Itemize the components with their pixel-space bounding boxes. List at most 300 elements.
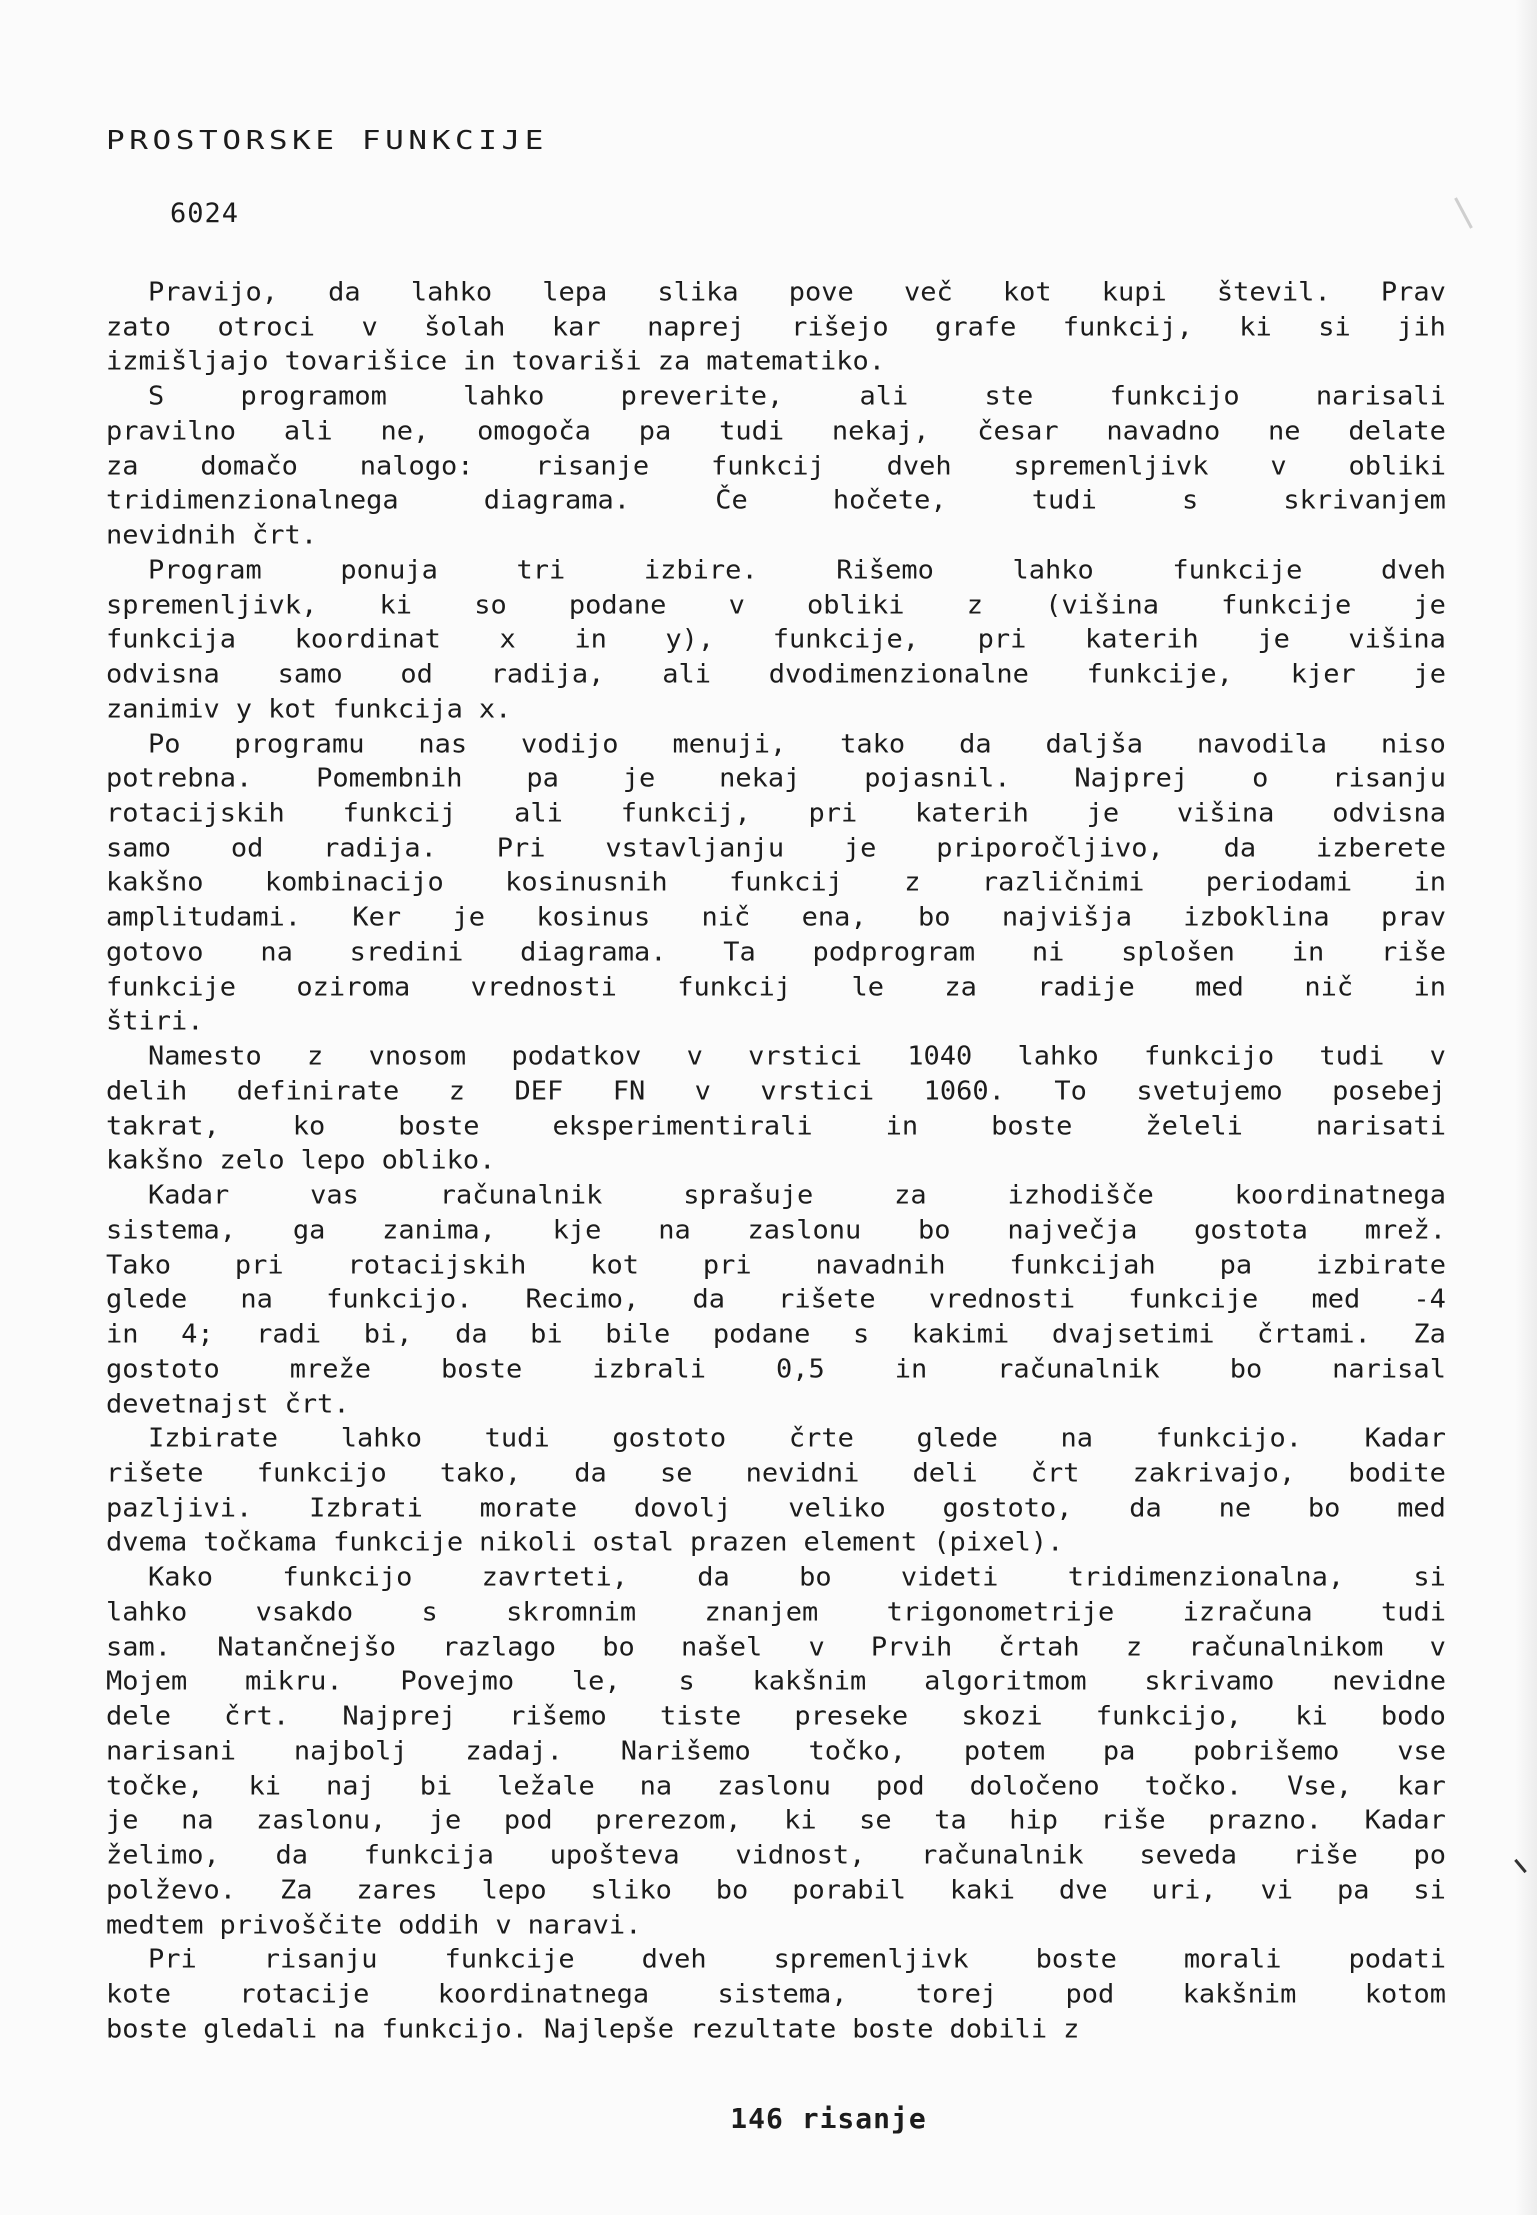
word: eksperimentirali xyxy=(552,1111,813,1141)
word: navadnih xyxy=(815,1250,946,1280)
word: boste xyxy=(398,1111,480,1141)
word: črt. xyxy=(284,1389,350,1419)
word: bo xyxy=(1229,1354,1263,1385)
word: funkcija xyxy=(363,1840,494,1871)
paragraph xyxy=(106,554,1446,728)
word: odvisna xyxy=(1332,798,1446,829)
word: x. xyxy=(478,694,512,725)
word: da xyxy=(1223,833,1257,864)
word: se xyxy=(659,1458,693,1489)
word: na xyxy=(658,1215,691,1246)
word: zares xyxy=(356,1875,438,1906)
word: zanimiv xyxy=(106,694,220,725)
word: funkcije, xyxy=(1086,659,1233,690)
word: oddih xyxy=(398,1910,480,1940)
word: pa xyxy=(1336,1875,1370,1906)
word: podprogram xyxy=(812,937,976,968)
word: da xyxy=(328,277,361,308)
word: prazno. xyxy=(1208,1806,1323,1836)
word: črtami. xyxy=(1257,1319,1371,1350)
word: pod xyxy=(503,1806,553,1836)
word: boste xyxy=(440,1354,523,1385)
word: je xyxy=(1086,798,1120,829)
word: ali xyxy=(514,798,563,829)
word: sredini xyxy=(349,937,464,968)
word: sprašuje xyxy=(683,1180,814,1211)
word: se xyxy=(859,1806,892,1836)
word: med xyxy=(1397,1493,1446,1523)
text-line xyxy=(106,1632,1446,1665)
word: na xyxy=(1060,1424,1094,1454)
text-line xyxy=(106,1006,1446,1039)
word: v xyxy=(808,1632,825,1662)
word: vrstici xyxy=(760,1076,875,1107)
word: funkcij xyxy=(710,451,825,481)
word: lahko xyxy=(1017,1041,1099,1072)
word: funkcij xyxy=(729,868,843,898)
word: in xyxy=(1291,937,1325,968)
word: riše xyxy=(1100,1806,1166,1836)
word: tudi xyxy=(1380,1597,1446,1628)
word: rišete xyxy=(106,1458,204,1489)
text-line xyxy=(106,451,1446,484)
word: samo xyxy=(277,659,343,690)
word: x xyxy=(499,625,516,655)
word: dvema xyxy=(106,1528,188,1558)
word: Izbrati xyxy=(309,1493,423,1523)
word: funkcijo xyxy=(1109,382,1240,412)
word: je xyxy=(452,903,486,933)
word: funkcij xyxy=(677,972,792,1002)
word: niso xyxy=(1380,729,1446,759)
word: zavrteti, xyxy=(481,1562,628,1593)
text-line xyxy=(106,1770,1446,1803)
word: 1060. xyxy=(923,1076,1005,1107)
text-line xyxy=(106,1736,1446,1769)
word: mikru. xyxy=(245,1667,343,1697)
word: funkcije xyxy=(444,1945,575,1975)
word: ne xyxy=(1218,1493,1252,1523)
word: bo xyxy=(602,1632,635,1662)
text-line xyxy=(106,1944,1446,1977)
word: porabil xyxy=(792,1875,906,1906)
word: mrež. xyxy=(1364,1215,1446,1246)
word: in xyxy=(894,1354,928,1385)
word: skromnim xyxy=(506,1597,637,1628)
word: v xyxy=(495,1910,512,1940)
word: vnosom xyxy=(368,1041,467,1072)
word: za xyxy=(944,972,977,1002)
word: boste xyxy=(1035,1945,1117,1975)
word: zelo xyxy=(219,1146,285,1176)
word: ki xyxy=(379,590,413,620)
text-line xyxy=(106,1354,1446,1387)
word: preseke xyxy=(794,1701,909,1732)
word: v xyxy=(1270,451,1287,481)
word: tudi xyxy=(719,416,785,447)
text-line xyxy=(106,728,1446,761)
text-line xyxy=(106,1215,1446,1248)
word: zaslonu, xyxy=(256,1806,387,1836)
word: rotacijskih xyxy=(347,1250,527,1280)
text-line xyxy=(106,346,1446,379)
word: posebej xyxy=(1332,1076,1446,1107)
word: za xyxy=(106,451,139,481)
word: je xyxy=(1257,625,1290,655)
word: z xyxy=(448,1076,466,1107)
word: riše xyxy=(1292,1840,1358,1871)
word: kar xyxy=(551,312,601,343)
word: (višina xyxy=(1045,590,1159,620)
word: deli xyxy=(912,1458,978,1489)
word: rišejo xyxy=(791,312,889,343)
word: priporočljivo, xyxy=(936,833,1164,864)
word: česar xyxy=(977,416,1059,447)
word: risanju xyxy=(263,1945,378,1975)
word: skozi xyxy=(961,1701,1043,1732)
text-line xyxy=(106,1875,1446,1908)
word: podane xyxy=(568,590,667,620)
word: hip xyxy=(1009,1806,1059,1836)
word: za xyxy=(657,347,691,377)
word: Prav xyxy=(1380,277,1446,308)
word: funkcij, xyxy=(1062,312,1193,343)
word: y), xyxy=(665,625,715,655)
word: gostoto, xyxy=(942,1493,1073,1523)
word: ta xyxy=(934,1806,967,1836)
word: izračuna xyxy=(1182,1597,1313,1628)
word: dovolj xyxy=(633,1493,732,1523)
word: si xyxy=(1413,1875,1446,1906)
word: Najlepše xyxy=(543,2014,674,2044)
text-line xyxy=(106,381,1446,414)
word: na xyxy=(639,1771,673,1801)
word: pove xyxy=(788,277,854,308)
word: riše xyxy=(1380,937,1446,968)
text-line xyxy=(106,1249,1446,1282)
word: obliki xyxy=(807,590,905,620)
word: z xyxy=(904,868,921,898)
word: radije xyxy=(1037,972,1135,1002)
word: z xyxy=(966,590,984,620)
word: je xyxy=(843,833,877,864)
word: nas xyxy=(418,729,468,759)
text-line xyxy=(106,937,1446,970)
word: funkcijo. xyxy=(1155,1424,1302,1454)
word: bile xyxy=(605,1319,671,1350)
word: lepo xyxy=(481,1875,547,1906)
paragraph xyxy=(106,1179,1446,1422)
word: dobili xyxy=(949,2014,1048,2044)
text-line xyxy=(106,312,1446,345)
word: uri, xyxy=(1151,1875,1217,1906)
word: zadaj. xyxy=(465,1736,563,1767)
word: izberete xyxy=(1315,833,1446,864)
word: kosinusnih xyxy=(505,868,668,898)
text-line xyxy=(106,1423,1446,1456)
word: dveh xyxy=(1380,555,1446,586)
text-line xyxy=(106,1145,1446,1178)
word: višina xyxy=(1348,625,1446,655)
paragraph xyxy=(106,1422,1446,1561)
word: kot xyxy=(1002,277,1052,308)
word: v xyxy=(1429,1041,1446,1072)
word: delih xyxy=(106,1076,188,1107)
word: domačo xyxy=(200,451,298,481)
text-line xyxy=(106,416,1446,449)
word: lahko xyxy=(106,1597,188,1628)
word: pazljivi. xyxy=(106,1493,253,1523)
word: pojasnil. xyxy=(864,764,1011,794)
page-title: PROSTORSKE FUNKCIJE xyxy=(106,126,549,156)
word: štiri. xyxy=(106,1007,204,1037)
word: algoritmom xyxy=(924,1667,1087,1697)
word: splošen xyxy=(1121,937,1235,968)
text-line xyxy=(106,972,1446,1005)
word: lahko xyxy=(340,1424,422,1454)
text-line xyxy=(106,1110,1446,1143)
word: bo xyxy=(1307,1493,1341,1523)
word: želeli xyxy=(1145,1111,1243,1141)
word: pravilno xyxy=(106,416,237,447)
paragraph xyxy=(106,728,1446,1041)
word: ki xyxy=(784,1806,817,1836)
word: točko, xyxy=(808,1736,907,1767)
word: boste xyxy=(852,2014,934,2044)
word: torej xyxy=(915,1979,998,2010)
word: računalnik xyxy=(921,1840,1084,1871)
word: rezultate xyxy=(689,2014,837,2044)
word: naravi. xyxy=(527,1910,642,1940)
word: vi xyxy=(1260,1875,1294,1906)
word: si xyxy=(1318,312,1351,343)
text-line xyxy=(106,1597,1446,1630)
word: lepa xyxy=(542,277,608,308)
word: pobrišemo xyxy=(1193,1736,1340,1767)
word: kot xyxy=(590,1250,639,1280)
word: za xyxy=(894,1180,927,1211)
word: funkcija xyxy=(106,625,237,655)
word: oziroma xyxy=(296,972,411,1002)
word: pri xyxy=(808,798,858,829)
word: funkcijo xyxy=(282,1562,413,1593)
word: prav xyxy=(1380,903,1446,933)
word: funkcije, xyxy=(772,625,920,655)
word: in xyxy=(463,347,496,377)
word: v xyxy=(694,1076,711,1107)
word: Namesto xyxy=(148,1041,262,1072)
word: Recimo, xyxy=(525,1285,640,1315)
word: med xyxy=(1195,972,1244,1002)
word: radi xyxy=(256,1319,322,1350)
word: seveda xyxy=(1139,1840,1237,1871)
word: je xyxy=(106,1806,139,1836)
word: tridimenzionalna, xyxy=(1067,1562,1345,1593)
word: vrstici xyxy=(748,1041,862,1072)
word: veliko xyxy=(788,1493,886,1523)
word: funkcija xyxy=(332,694,463,725)
word: amplitudami. xyxy=(106,903,302,933)
word: točkama xyxy=(203,1528,318,1558)
word: -4 xyxy=(1413,1285,1446,1315)
word: narisal xyxy=(1332,1354,1446,1385)
word: ne, xyxy=(380,416,430,447)
word: točko. xyxy=(1144,1771,1243,1801)
word: z xyxy=(307,1041,324,1072)
word: lahko xyxy=(410,277,493,308)
word: ste xyxy=(984,382,1034,412)
word: gostoto xyxy=(106,1354,220,1385)
text-line xyxy=(106,902,1446,935)
word: element xyxy=(803,1528,918,1558)
word: šolah xyxy=(424,312,506,343)
word: funkcijo xyxy=(1144,1041,1275,1072)
word: pod xyxy=(875,1771,925,1801)
word: polževo. xyxy=(106,1875,237,1906)
word: ali xyxy=(662,659,711,690)
word: izhodišče xyxy=(1007,1180,1154,1211)
text-line xyxy=(106,1909,1446,1942)
word: periodami xyxy=(1205,868,1353,898)
word: koordinatnega xyxy=(1234,1180,1446,1211)
paragraph xyxy=(106,1040,1446,1179)
word: 1040 xyxy=(907,1041,973,1072)
word: kar xyxy=(1397,1771,1446,1801)
word: in xyxy=(574,625,607,655)
word: vsakdo xyxy=(255,1597,354,1628)
word: znanjem xyxy=(704,1597,819,1628)
word: Ker xyxy=(352,903,402,933)
word: ki xyxy=(248,1771,282,1801)
word: v xyxy=(1429,1632,1446,1662)
word: odvisna xyxy=(106,659,220,690)
word: gostota xyxy=(1194,1215,1308,1246)
word: pri xyxy=(977,625,1027,655)
word: dele xyxy=(106,1701,172,1732)
word: in xyxy=(106,1319,139,1350)
word: da xyxy=(1129,1493,1162,1523)
word: o xyxy=(1252,764,1269,794)
word: diagrama. xyxy=(520,937,667,968)
word: bo xyxy=(918,903,951,933)
word: Kadar xyxy=(1364,1424,1446,1454)
text-line xyxy=(106,1180,1446,1213)
word: boste xyxy=(991,1111,1073,1141)
word: bi xyxy=(419,1771,453,1801)
word: Prvih xyxy=(870,1632,953,1662)
word: rotacije xyxy=(239,1979,370,2010)
word: funkcije xyxy=(333,1528,464,1558)
word: so xyxy=(474,590,507,620)
word: Kadar xyxy=(148,1180,230,1211)
word: si xyxy=(1413,1562,1446,1593)
word: funkcijo xyxy=(256,1458,387,1489)
word: risanje xyxy=(535,451,650,481)
word: potem xyxy=(963,1736,1046,1767)
word: kjer xyxy=(1290,659,1356,690)
word: določeno xyxy=(969,1771,1100,1801)
word: točke, xyxy=(106,1771,204,1801)
word: zaslonu xyxy=(717,1771,831,1801)
text-line xyxy=(106,624,1446,657)
word: s xyxy=(852,1319,870,1350)
text-line xyxy=(106,1562,1446,1595)
word: kakšno xyxy=(106,868,204,898)
word: otroci xyxy=(217,312,316,343)
page-footer: 146 risanje xyxy=(730,2102,927,2135)
word: zaslonu xyxy=(747,1215,862,1246)
word: Za xyxy=(279,1875,313,1906)
word: več xyxy=(903,277,953,308)
word: Tako xyxy=(106,1250,172,1280)
word: funkcije xyxy=(1128,1285,1259,1315)
word: nekaj, xyxy=(831,416,930,447)
word: na xyxy=(240,1285,273,1315)
word: videti xyxy=(900,1562,999,1593)
word: morate xyxy=(479,1493,578,1523)
word: podatkov xyxy=(511,1041,642,1072)
text-line xyxy=(106,277,1446,310)
word: rišete xyxy=(778,1285,876,1315)
text-line xyxy=(106,1284,1446,1317)
word: ko xyxy=(292,1111,326,1141)
word: vstavljanju xyxy=(605,833,785,864)
word: pod xyxy=(1065,1979,1115,2010)
word: Kako xyxy=(148,1562,214,1593)
word: števil. xyxy=(1216,277,1331,308)
word: vrednosti xyxy=(470,972,617,1002)
word: kakimi xyxy=(911,1319,1010,1350)
word: med xyxy=(1311,1285,1361,1315)
word: črtah xyxy=(998,1632,1080,1662)
word: Program xyxy=(148,555,262,586)
word: Kadar xyxy=(1364,1806,1446,1836)
word: dvajsetimi xyxy=(1051,1319,1215,1350)
word: kakšnim xyxy=(752,1667,867,1697)
word: od xyxy=(230,833,264,864)
word: ena, xyxy=(801,903,867,933)
word: črt xyxy=(1030,1458,1080,1489)
word: funkcije xyxy=(106,972,237,1002)
word: nič xyxy=(701,903,751,933)
text-line xyxy=(106,520,1446,553)
word: prazen xyxy=(689,1528,788,1558)
word: zanima, xyxy=(382,1215,496,1246)
word: izbrali xyxy=(592,1354,707,1385)
paragraph xyxy=(106,1561,1446,1943)
word: kot xyxy=(268,694,317,725)
paragraph xyxy=(106,276,1446,380)
word: spremenljivk, xyxy=(106,590,318,620)
word: Najprej xyxy=(342,1701,457,1732)
text-line xyxy=(106,1979,1446,2012)
word: izboklina xyxy=(1183,903,1330,933)
word: bi, xyxy=(363,1319,413,1350)
word: Izbirate xyxy=(148,1424,279,1454)
word: gostoto xyxy=(612,1424,727,1454)
word: zakrivajo, xyxy=(1132,1458,1296,1489)
word: v xyxy=(361,312,378,343)
word: glede xyxy=(916,1424,998,1454)
word: Narišemo xyxy=(620,1736,751,1767)
word: 4; xyxy=(181,1319,214,1350)
text-line xyxy=(106,1805,1446,1838)
text-line xyxy=(106,485,1446,518)
word: upošteva xyxy=(549,1840,680,1871)
word: najvišja xyxy=(1001,903,1132,933)
word: samo xyxy=(106,833,172,864)
word: pri xyxy=(234,1250,284,1280)
